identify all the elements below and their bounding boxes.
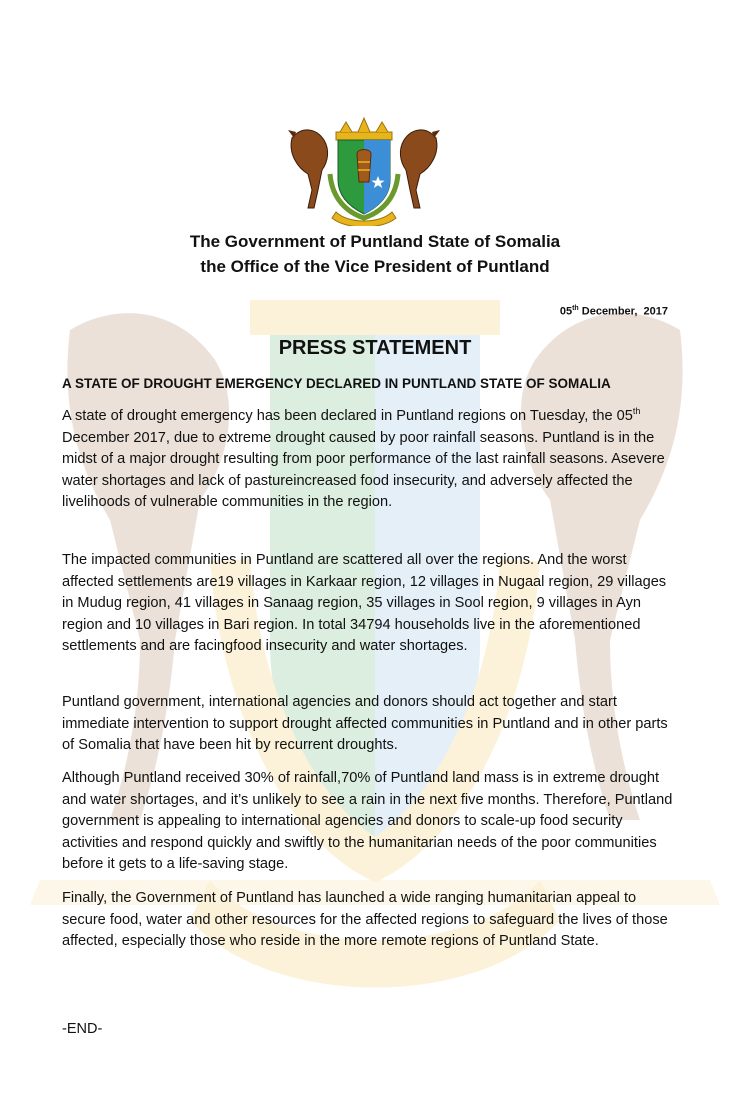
statement-headline: A STATE OF DROUGHT EMERGENCY DECLARED IN PUNTLAND STATE OF SOMALIA	[62, 376, 611, 391]
paragraph-4: Although Puntland received 30% of rainfall,70% of Puntland land mass is in extreme drought and water shortages, and it’s unlikely to see a rain in the next five months. Therefore, Puntland government is appealing to international agencies and donors to scale-up food security activities and respond quickly and swiftly to the humanitarian needs of the poor communities before it gets to a life-saving stage.	[62, 770, 673, 872]
document-title: PRESS STATEMENT	[278, 337, 472, 359]
paragraph-3: Puntland government, international agencies and donors should act together and start immediate intervention to support drought affected communities in Puntland and in other parts of Somalia that have been hit by recurrent droughts.	[62, 694, 668, 753]
paragraph-5: Finally, the Government of Puntland has launched a wide ranging humanitarian appeal to secure food, water and other resources for the affected regions to safeguard the lives of those affected, especially those who reside in the more remote regions of Puntland State.	[62, 890, 668, 949]
office-name: the Office of the Vice President of Puntland	[200, 257, 550, 276]
statement-date: 05th December, 2017	[559, 305, 668, 318]
government-name: The Government of Puntland State of Somalia	[189, 232, 561, 251]
paragraph-2: The impacted communities in Puntland are scattered all over the regions. And the worst affected settlements are19 villages in Karkaar region, 12 villages in Nugaal region, 29 villages in Mudug region, 41 villages in Sanaag region, 35 villages in Sool region, 9 villages in Ayn region and 10 villages in Bari region. In total 34794 households live in the aforementioned settlements and are facingfood insecurity and water shortages.	[62, 552, 667, 654]
paragraph-1: A state of drought emergency has been declared in Puntland regions on Tuesday, the 05th December 2017, due to extreme drought caused by poor rainfall seasons. Puntland is in the midst of a major drought resulting from poor performance of the last rainfall seasons. Asevere water shortages and lack of pastureincreased food insecurity, and adversely affected the livelihoods of vulnerable communities in the region.	[62, 406, 665, 510]
end-marker: -END-	[62, 1021, 103, 1037]
coat-of-arms-emblem	[274, 108, 454, 226]
